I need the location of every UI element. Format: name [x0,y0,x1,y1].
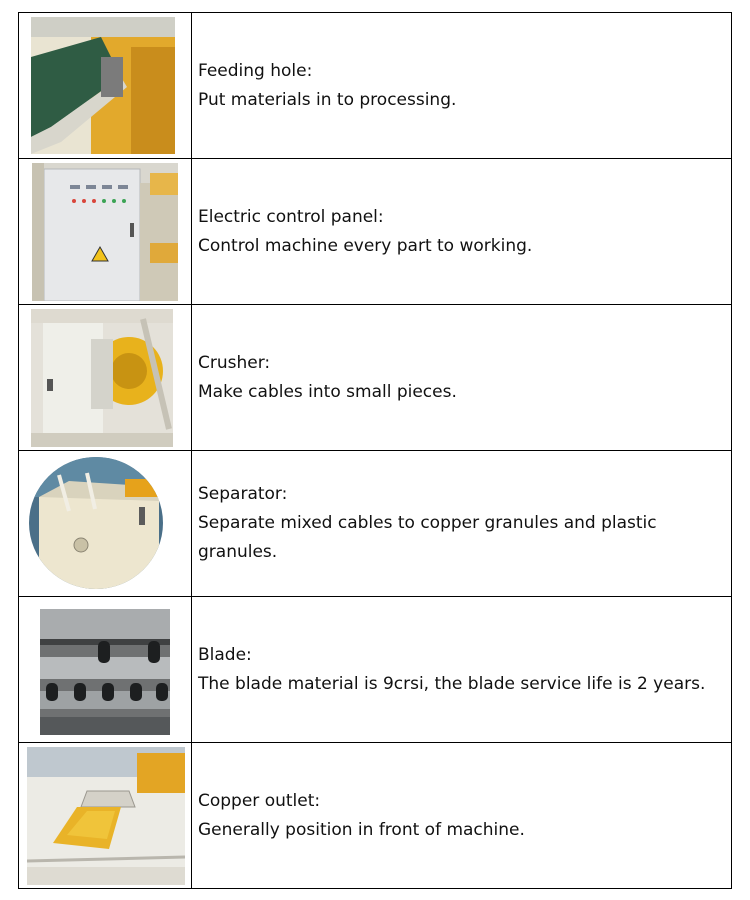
table-row-crusher [19,305,732,451]
table-row-electric-control-panel [19,159,732,305]
description-cell [192,13,732,159]
table-row-blade [19,597,732,743]
row-description: Control machine every part to working. [198,235,533,256]
row-title: Blade: [198,644,252,665]
description-cell [192,305,732,451]
image-cell [19,159,192,305]
description-cell [192,743,732,889]
image-cell [19,451,192,597]
description-cell [192,451,732,597]
table-row-separator [19,451,732,597]
row-description: Make cables into small pieces. [198,381,457,402]
row-description: Separate mixed cables to copper granules and plastic granules. [198,513,657,562]
row-title: Crusher: [198,352,271,373]
table-row-feeding-hole [19,13,732,159]
image-cell [19,13,192,159]
machine-parts-table [18,12,732,889]
row-description: Generally position in front of machine. [198,819,525,840]
image-cell [19,305,192,451]
row-description: Put materials in to processing. [198,89,457,110]
description-cell [192,159,732,305]
electric-control-panel-photo [32,163,178,301]
separator-photo [29,457,163,589]
row-title: Feeding hole: [198,60,313,81]
description-cell [192,597,732,743]
row-title: Separator: [198,484,288,504]
image-cell [19,597,192,743]
table-row-copper-outlet [19,743,732,889]
row-title: Electric control panel: [198,206,384,227]
feeding-hole-photo [31,17,175,154]
crusher-photo [31,309,173,447]
image-cell [19,743,192,889]
copper-outlet-photo [27,747,185,885]
row-description: The blade material is 9crsi, the blade service life is 2 years. [198,673,706,694]
row-title: Copper outlet: [198,790,321,811]
blade-photo [40,609,170,735]
